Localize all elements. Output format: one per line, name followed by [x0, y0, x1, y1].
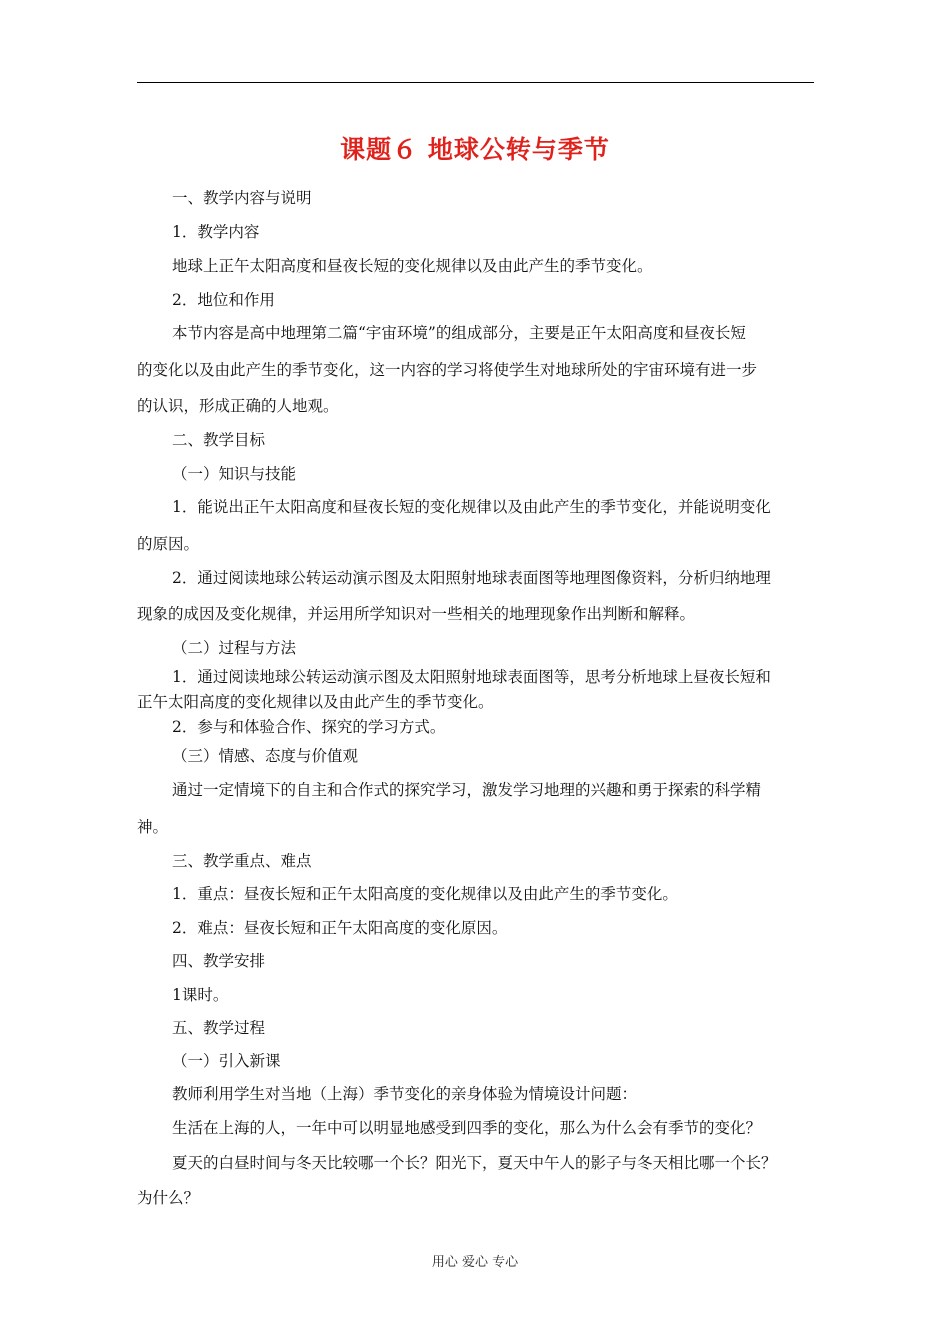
text-line: 夏天的白昼时间与冬天比较哪一个长？阳光下，夏天中午人的影子与冬天相比哪一个长？: [172, 1154, 777, 1172]
text-line: 通过一定情境下的自主和合作式的探究学习，激发学习地理的兴趣和勇于探索的科学精: [172, 781, 762, 799]
text-line: 教师利用学生对当地（上海）季节变化的亲身体验为情境设计问题：: [172, 1085, 638, 1103]
text-line: 生活在上海的人，一年中可以明显地感受到四季的变化，那么为什么会有季节的变化？: [172, 1119, 762, 1137]
text-line: 2．通过阅读地球公转运动演示图及太阳照射地球表面图等地理图像资料，分析归纳地理: [172, 569, 771, 587]
text-line: 的原因。: [137, 535, 200, 553]
text-line: （二）过程与方法: [172, 639, 297, 657]
text-line: 神。: [137, 818, 169, 836]
text-line: 一、教学内容与说明: [172, 189, 312, 207]
header-rule: [137, 82, 814, 83]
text-line: 正午太阳高度的变化规律以及由此产生的季节变化。: [137, 693, 494, 711]
text-line: 1．教学内容: [172, 223, 260, 241]
text-line: （一）知识与技能: [172, 465, 297, 483]
text-line: 2．参与和体验合作、探究的学习方式。: [172, 718, 446, 736]
text-line: 的变化以及由此产生的季节变化，这一内容的学习将使学生对地球所处的宇宙环境有进一步: [137, 361, 758, 379]
text-line: 五、教学过程: [172, 1019, 266, 1037]
text-line: 1．重点：昼夜长短和正午太阳高度的变化规律以及由此产生的季节变化。: [172, 885, 678, 903]
text-line: 2．难点：昼夜长短和正午太阳高度的变化原因。: [172, 919, 508, 937]
text-line: （一）引入新课: [172, 1052, 281, 1070]
text-line: 的认识，形成正确的人地观。: [137, 397, 339, 415]
text-line: 2．地位和作用: [172, 291, 275, 309]
page-title: 课题６ 地球公转与季节: [340, 135, 610, 164]
page-footer: 用心 爱心 专心: [431, 1255, 519, 1270]
text-line: 四、教学安排: [172, 952, 266, 970]
text-line: 1．通过阅读地球公转运动演示图及太阳照射地球表面图等，思考分析地球上昼夜长短和: [172, 668, 771, 686]
text-line: 1课时。: [172, 986, 229, 1004]
text-line: （三）情感、态度与价值观: [172, 747, 359, 765]
text-line: 三、教学重点、难点: [172, 852, 312, 870]
text-line: 1．能说出正午太阳高度和昼夜长短的变化规律以及由此产生的季节变化，并能说明变化: [172, 498, 771, 516]
text-line: 二、教学目标: [172, 431, 266, 449]
text-line: 地球上正午太阳高度和昼夜长短的变化规律以及由此产生的季节变化。: [172, 257, 653, 275]
text-line: 本节内容是高中地理第二篇“宇宙环境”的组成部分，主要是正午太阳高度和昼夜长短: [172, 324, 746, 342]
text-line: 现象的成因及变化规律，并运用所学知识对一些相关的地理现象作出判断和解释。: [137, 605, 696, 623]
text-line: 为什么？: [137, 1189, 200, 1207]
